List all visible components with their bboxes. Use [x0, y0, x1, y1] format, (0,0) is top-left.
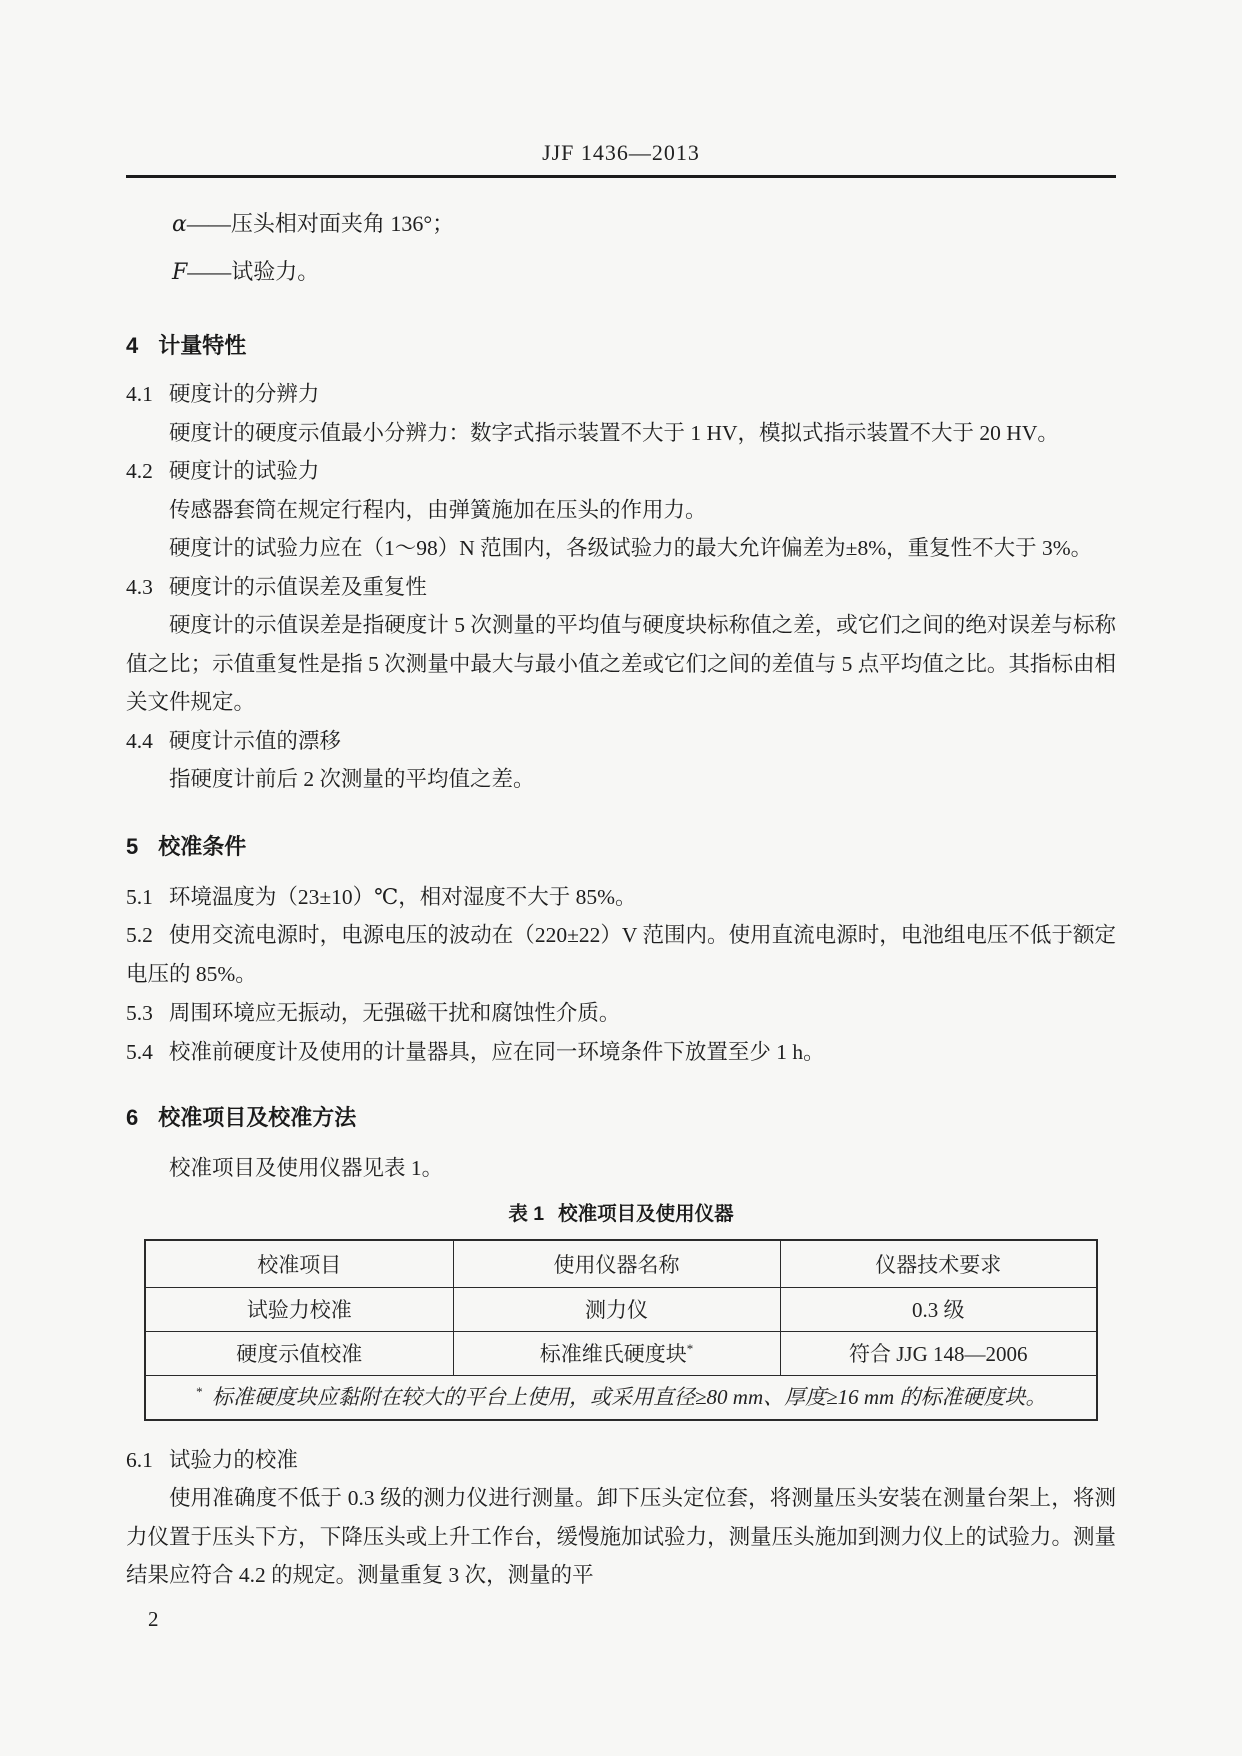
section-6-paragraph: 校准项目及使用仪器见表 1。	[169, 1156, 444, 1181]
footnote-marker: *	[686, 1341, 694, 1357]
section-6-number: 6	[126, 1105, 139, 1131]
footnote-marker: *	[195, 1383, 203, 1399]
section-4-2-number: 4.2	[126, 459, 153, 483]
section-5-2-item	[126, 916, 1116, 994]
section-4-1-heading	[126, 375, 1116, 414]
doc-code: JJF 1436—2013	[542, 140, 700, 165]
symbol-f: F	[172, 260, 188, 285]
section-6-title: 校准项目及校准方法	[158, 1105, 357, 1131]
header-rule	[126, 175, 1116, 178]
page-number: 2	[148, 1606, 159, 1631]
table-cell-jjg-standard: 符合 JJG 148—2006	[780, 1331, 1097, 1375]
section-5-2-number: 5.2	[126, 923, 153, 948]
table-1-caption	[126, 1197, 1116, 1231]
definition-alpha	[172, 200, 1116, 248]
section-5-1-number: 5.1	[126, 884, 153, 909]
definition-alpha-text: 压头相对面夹角 136°；	[230, 211, 455, 236]
dash: ——	[186, 211, 231, 236]
table-1	[144, 1239, 1098, 1421]
table-cell-vickers-block	[453, 1331, 780, 1375]
section-5-4-text: 校准前硬度计及使用的计量器具，应在同一环境条件下放置至少 1 h。	[168, 1039, 825, 1064]
dash: ——	[187, 259, 232, 284]
table-cell-force-gauge: 测力仪	[453, 1287, 780, 1331]
column-header-technical-requirement: 仪器技术要求	[780, 1240, 1097, 1288]
table-row	[145, 1287, 1097, 1331]
section-5-2-text: 使用交流电源时，电源电压的波动在（220±22）V 范围内。使用直流电源时，电池组电压不低于额定电压的 85%。	[126, 923, 1116, 987]
section-6-1-title: 试验力的校准	[168, 1447, 298, 1472]
section-4-2-paragraph-2: 硬度计的试验力应在（1～98）N 范围内，各级试验力的最大允许偏差为±8%，重复性不大于 3%。	[169, 536, 1093, 560]
section-5-heading	[126, 830, 1116, 861]
section-4-title: 计量特性	[158, 333, 247, 358]
section-5-number: 5	[126, 833, 139, 859]
document-page	[126, 0, 1116, 1632]
table-row	[145, 1331, 1097, 1375]
table-1-caption-title: 校准项目及使用仪器	[558, 1202, 734, 1225]
section-5-3-item	[126, 994, 1116, 1033]
section-5-4-number: 5.4	[126, 1039, 153, 1064]
section-5-title: 校准条件	[158, 833, 247, 859]
section-5-3-text: 周围环境应无振动，无强磁干扰和腐蚀性介质。	[168, 1000, 621, 1025]
symbol-alpha: α	[172, 212, 187, 237]
definition-force	[172, 248, 1116, 296]
section-5-4-item	[126, 1033, 1116, 1072]
table-1-caption-label: 表 1	[508, 1202, 545, 1225]
table-cell-vickers-block-text: 标准维氏硬度块	[539, 1342, 687, 1367]
table-footnote	[145, 1375, 1097, 1420]
section-4-3-paragraph: 硬度计的示值误差是指硬度计 5 次测量的平均值与硬度块标称值之差，或它们之间的绝对误差与标称值之比；示值重复性是指 5 次测量中最大与最小值之差或它们之间的差值与 5 点平均值之比。其指标由相关文件规定。	[126, 613, 1116, 714]
section-4-number: 4	[126, 333, 139, 358]
table-footnote-row	[145, 1375, 1097, 1420]
table-header-row	[145, 1240, 1097, 1288]
symbol-definitions	[126, 200, 1116, 296]
section-4-4-number: 4.4	[126, 728, 153, 753]
section-5-1-text: 环境温度为（23±10）℃，相对湿度不大于 85%。	[168, 884, 637, 909]
section-4-1-paragraph: 硬度计的硬度示值最小分辨力：数字式指示装置不大于 1 HV，模拟式指示装置不大于 20 HV。	[169, 420, 1059, 445]
section-4-1-number: 4.1	[126, 382, 153, 406]
section-6-1-number: 6.1	[126, 1447, 153, 1472]
section-4-4-heading	[126, 722, 1116, 761]
section-4-3-title: 硬度计的示值误差及重复性	[168, 574, 427, 599]
section-4-4-title: 硬度计示值的漂移	[168, 728, 341, 753]
table-footnote-text: 标准硬度块应黏附在较大的平台上使用，或采用直径≥80 mm、厚度≥16 mm 的标准硬度块。	[212, 1384, 1047, 1409]
section-4-heading	[126, 329, 1116, 360]
section-6-1-paragraph: 使用准确度不低于 0.3 级的测力仪进行测量。卸下压头定位套，将测量压头安装在测量台架上，将测力仪置于压头下方，下降压头或上升工作台，缓慢施加试验力，测量压头施加到测力仪上的试验力。测量结果应符合 4.2 的规定。测量重复 3 次，测量的平	[126, 1486, 1116, 1588]
definition-force-text: 试验力。	[231, 259, 320, 284]
section-4-2-paragraph-1: 传感器套筒在规定行程内，由弹簧施加在压头的作用力。	[169, 497, 707, 522]
section-6-heading	[126, 1101, 1116, 1132]
section-4-3-heading	[126, 568, 1116, 607]
table-cell-hardness-value-calibration: 硬度示值校准	[145, 1331, 453, 1375]
section-5-1-item	[126, 878, 1116, 917]
section-4-3-number: 4.3	[126, 574, 153, 599]
table-cell-test-force-calibration: 试验力校准	[145, 1287, 453, 1331]
section-4-1-title: 硬度计的分辨力	[168, 382, 320, 406]
section-4-2-heading	[126, 452, 1116, 491]
column-header-calibration-item: 校准项目	[145, 1240, 453, 1288]
section-6-1-heading	[126, 1441, 1116, 1480]
section-4-2-title: 硬度计的试验力	[168, 459, 320, 483]
column-header-instrument-name: 使用仪器名称	[453, 1240, 780, 1288]
table-cell-class: 0.3 级	[780, 1287, 1097, 1331]
section-5-3-number: 5.3	[126, 1000, 153, 1025]
section-4-4-paragraph: 指硬度计前后 2 次测量的平均值之差。	[169, 767, 535, 791]
